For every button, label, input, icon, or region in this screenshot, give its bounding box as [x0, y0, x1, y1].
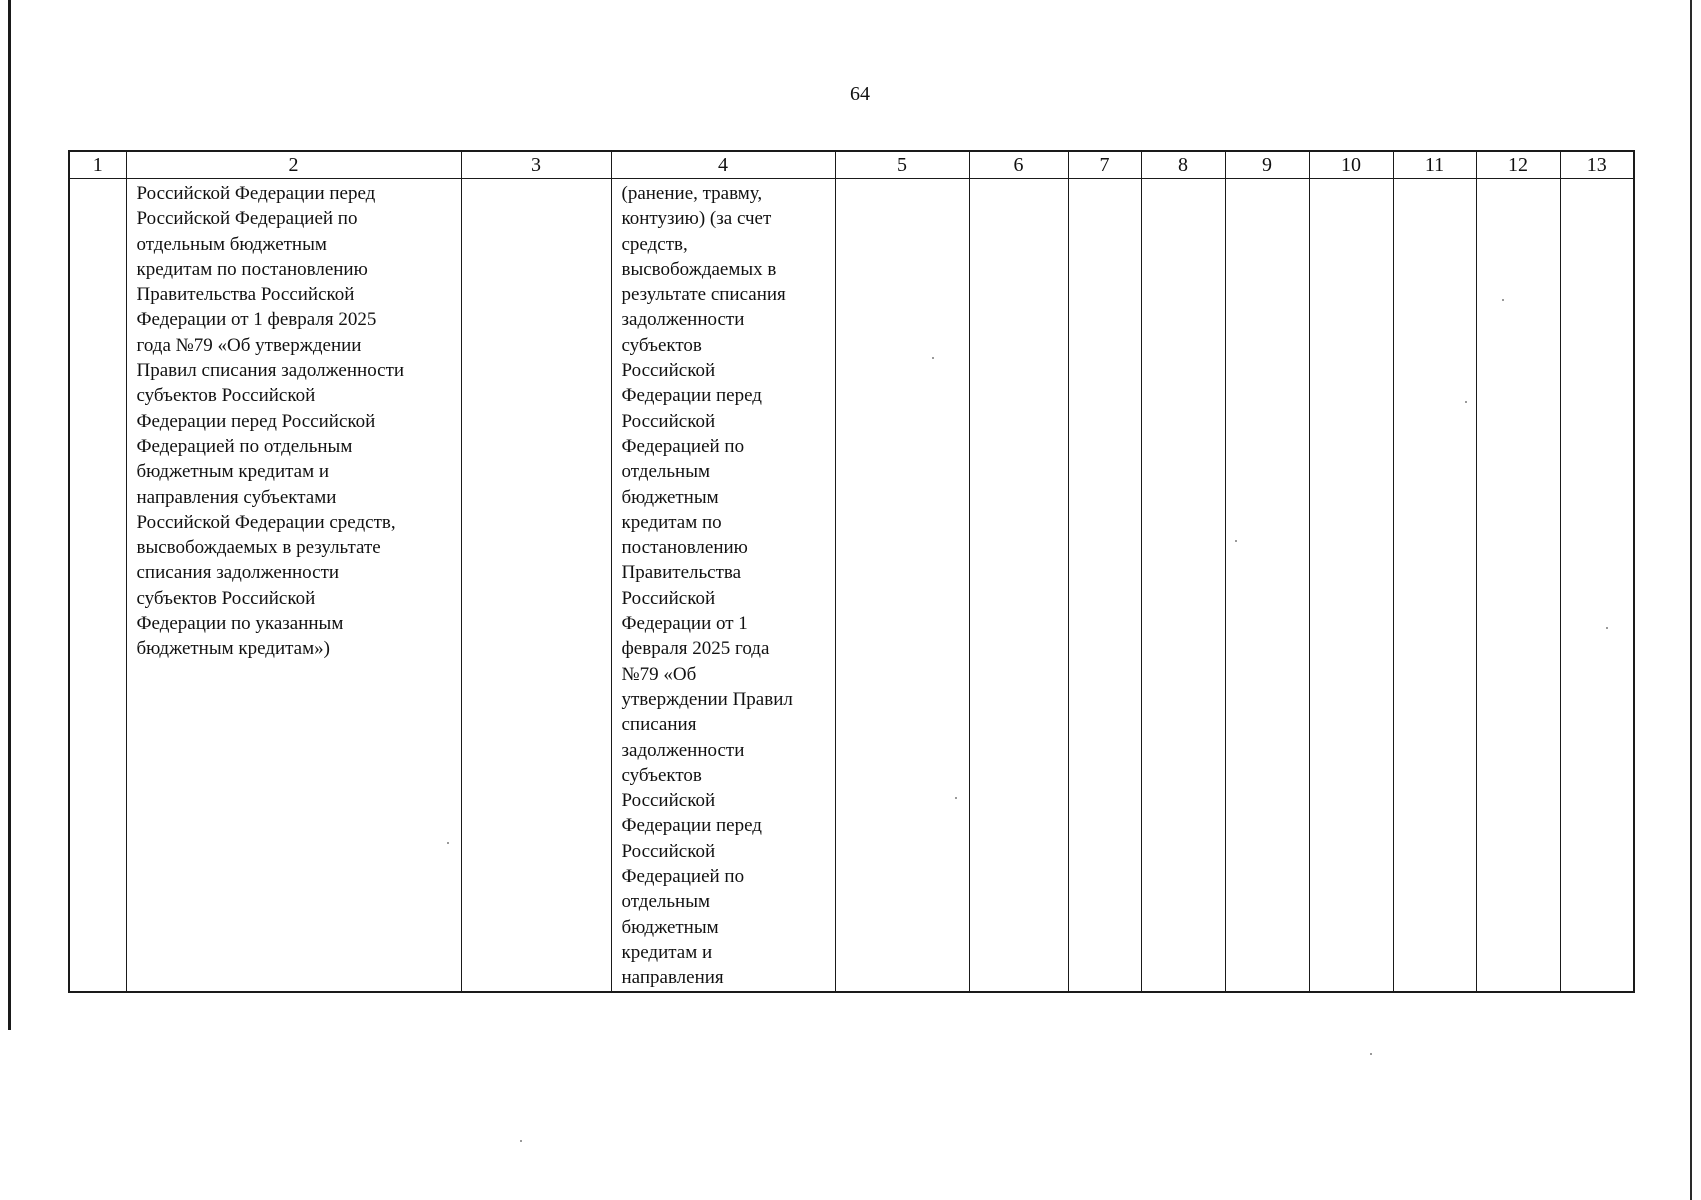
column-header-5: 5: [835, 151, 969, 179]
cell-col-2: [126, 179, 461, 992]
budget-table: [68, 150, 1635, 993]
column-header-3: 3: [461, 151, 611, 179]
column-header-11: 11: [1393, 151, 1476, 179]
page-number: 64: [850, 83, 870, 105]
cell-col-5: [835, 179, 969, 992]
table-row: [69, 179, 1634, 992]
injury-payment-description: (ранение, травму, контузию) (за счет средств, высвобождаемых в результате списания задолженности субъектов Российской Федерации перед Российской Федерацией по отдельным бюджетным кредитам по постановлению Правительства Российской Федерации от 1 февраля 2025 года №79 «Об утверждении Правил списания задолженности субъектов Российской Федерации перед Российской Федерацией по отдельным бюджетным кредитам и направления: [621, 183, 793, 989]
cell-col-6: [969, 179, 1068, 992]
scan-speck: [1502, 299, 1504, 301]
scan-speck: [955, 797, 957, 799]
column-header-9: 9: [1225, 151, 1309, 179]
column-header-2: 2: [126, 151, 461, 179]
scan-speck: [1235, 540, 1237, 542]
column-header-6: 6: [969, 151, 1068, 179]
cell-col-7: [1068, 179, 1141, 992]
header-row: [69, 151, 1634, 179]
column-header-8: 8: [1141, 151, 1225, 179]
cell-col-10: [1309, 179, 1393, 992]
scan-edge-left: [8, 0, 11, 1030]
cell-col-12: [1476, 179, 1560, 992]
debt-writeoff-description: Российской Федерации перед Российской Федерацией по отдельным бюджетным кредитам по постановлению Правительства Российской Федерации от 1 февраля 2025 года №79 «Об утверждении Правил списания задолженности субъектов Российской Федерации перед Российской Федерацией по отдельным бюджетным кредитам и направления субъектами Российской Федерации средств, высвобождаемых в результате списания задолженности субъектов Российской Федерации по указанным бюджетным кредитам»): [136, 183, 405, 660]
cell-col-13: [1560, 179, 1634, 992]
column-header-7: 7: [1068, 151, 1141, 179]
scan-speck: [1370, 1053, 1372, 1055]
scan-edge-right: [1690, 0, 1692, 1200]
column-header-4: 4: [611, 151, 835, 179]
scan-speck: [1465, 401, 1467, 403]
cell-col-1: [69, 179, 126, 992]
column-header-12: 12: [1476, 151, 1560, 179]
scan-speck: [520, 1140, 522, 1142]
column-header-13: 13: [1560, 151, 1634, 179]
cell-col-9: [1225, 179, 1309, 992]
cell-col-11: [1393, 179, 1476, 992]
cell-col-8: [1141, 179, 1225, 992]
scan-speck: [447, 842, 449, 844]
scan-speck: [1606, 627, 1608, 629]
scan-speck: [932, 357, 934, 359]
cell-col-4: [611, 179, 835, 992]
cell-col-3: [461, 179, 611, 992]
column-header-10: 10: [1309, 151, 1393, 179]
column-header-1: 1: [69, 151, 126, 179]
